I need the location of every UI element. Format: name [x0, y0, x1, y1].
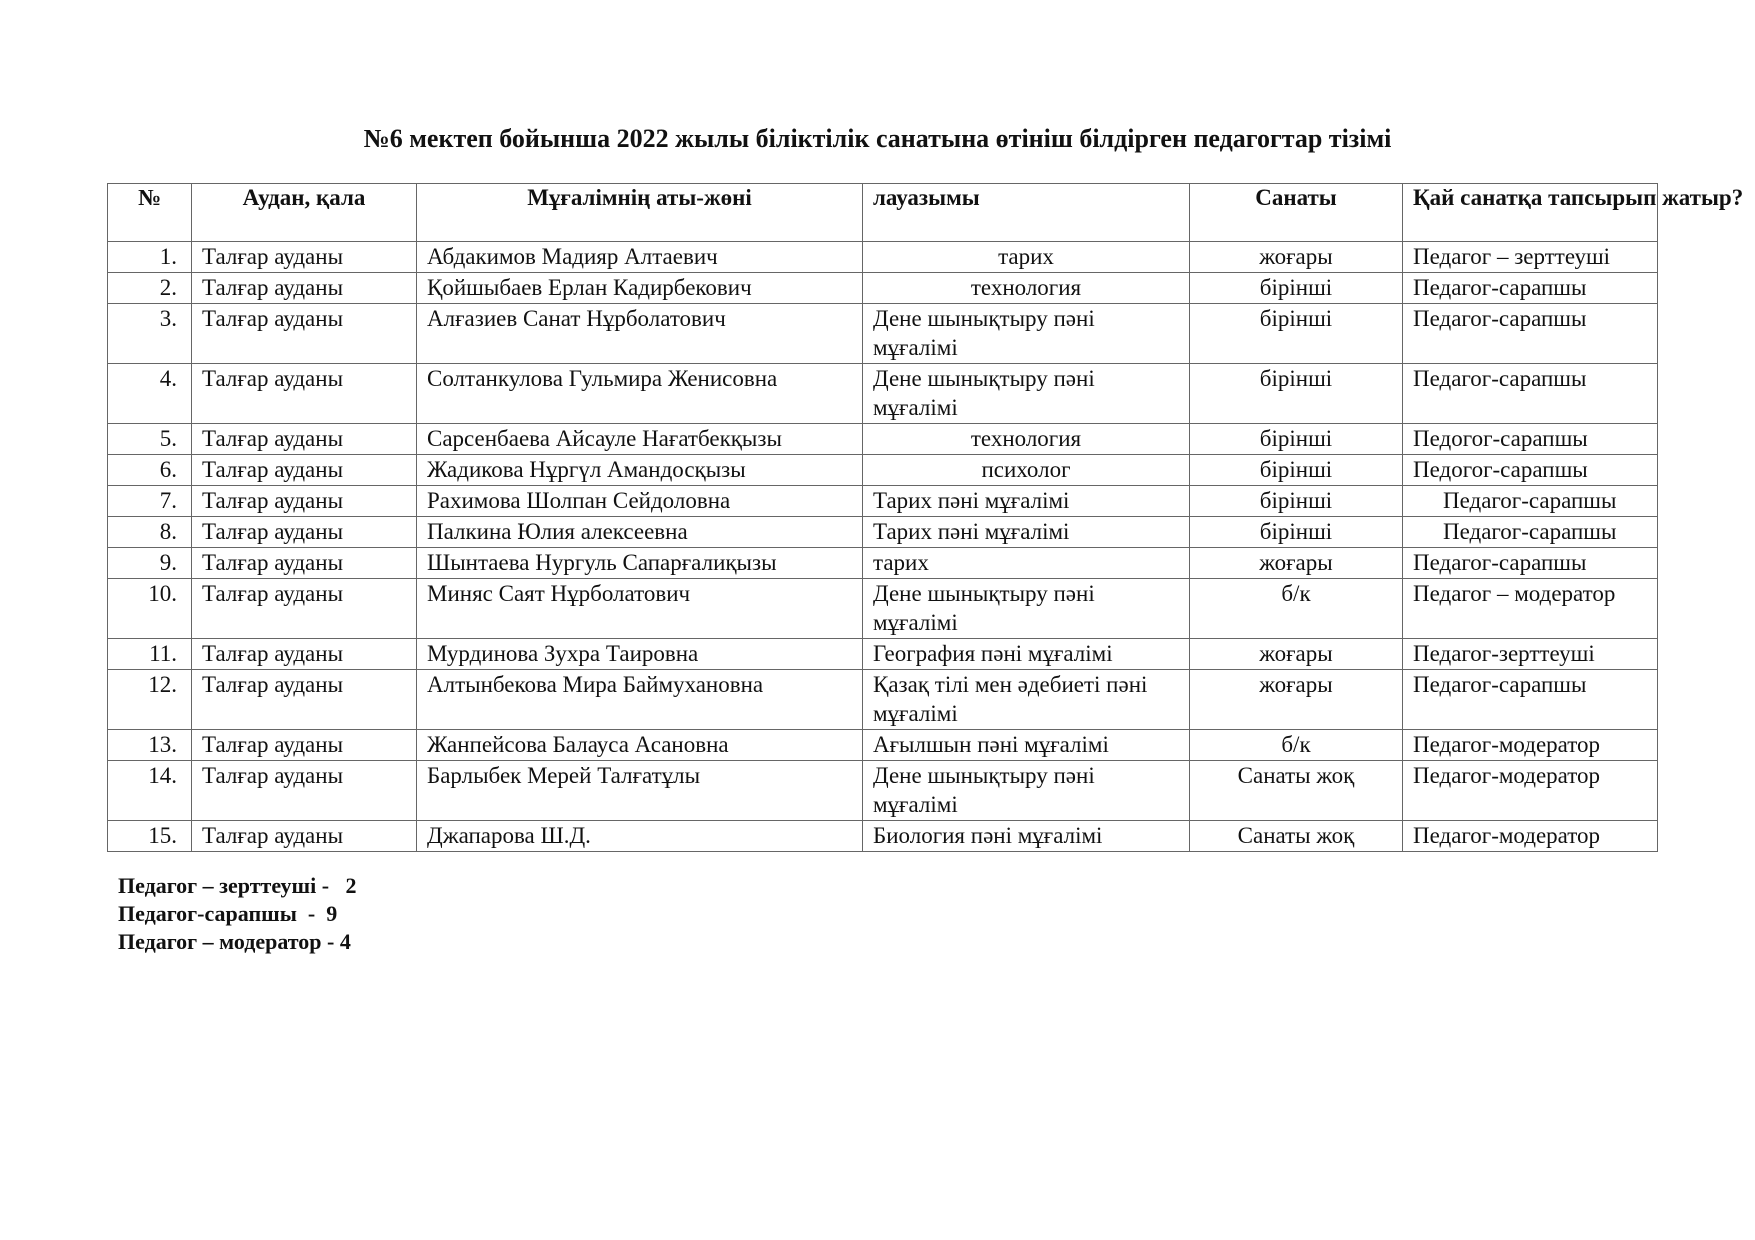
table-row — [108, 761, 1658, 821]
table-row — [108, 821, 1658, 852]
cell-category: бірінші — [1190, 304, 1403, 364]
cell-category: бірінші — [1190, 486, 1403, 517]
cell-number: 2. — [108, 273, 192, 304]
cell-position: Дене шынықтыру пәні мұғалімі — [863, 579, 1190, 639]
cell-target-category: Педагог-сарапшы — [1403, 548, 1658, 579]
cell-number: 11. — [108, 639, 192, 670]
cell-teacher-name: Миняс Саят Нұрболатович — [417, 579, 863, 639]
cell-position: психолог — [863, 455, 1190, 486]
cell-district: Талғар ауданы — [192, 242, 417, 273]
cell-category: бірінші — [1190, 364, 1403, 424]
cell-target-category: Педогог-сарапшы — [1403, 455, 1658, 486]
cell-position: тарих — [863, 548, 1190, 579]
cell-target-category: Педагог-сарапшы — [1403, 670, 1658, 730]
cell-category: жоғары — [1190, 548, 1403, 579]
teachers-table — [107, 183, 1744, 852]
cell-teacher-name: Алғазиев Санат Нұрболатович — [417, 304, 863, 364]
table-row — [108, 579, 1658, 639]
cell-category: бірінші — [1190, 273, 1403, 304]
cell-category: жоғары — [1190, 242, 1403, 273]
summary-expert: Педагог-сарапшы - 9 — [118, 901, 338, 926]
cell-district: Талғар ауданы — [192, 639, 417, 670]
cell-number: 7. — [108, 486, 192, 517]
cell-target-category: Педагог – зерттеуші — [1403, 242, 1658, 273]
cell-district: Талғар ауданы — [192, 761, 417, 821]
cell-position: Ағылшын пәні мұғалімі — [863, 730, 1190, 761]
cell-category: жоғары — [1190, 639, 1403, 670]
cell-teacher-name: Абдакимов Мадияр Алтаевич — [417, 242, 863, 273]
table-header-row — [108, 184, 1658, 242]
cell-teacher-name: Палкина Юлия алексеевна — [417, 517, 863, 548]
header-category: Санаты — [1190, 184, 1403, 242]
summary-moderator: Педагог – модератор - 4 — [118, 929, 351, 954]
cell-number: 10. — [108, 579, 192, 639]
table-row — [108, 304, 1658, 364]
cell-number: 15. — [108, 821, 192, 852]
cell-target-category: Педагог-сарапшы — [1403, 517, 1658, 548]
cell-district: Талғар ауданы — [192, 821, 417, 852]
cell-target-category: Педагог-модератор — [1403, 730, 1658, 761]
header-teacher-name: Мұғалімнің аты-жөні — [417, 184, 863, 242]
table-row — [108, 639, 1658, 670]
cell-number: 12. — [108, 670, 192, 730]
table-row — [108, 730, 1658, 761]
header-number: № — [108, 184, 192, 242]
cell-district: Талғар ауданы — [192, 517, 417, 548]
table-row — [108, 517, 1658, 548]
cell-position: Тарих пәні мұғалімі — [863, 486, 1190, 517]
cell-number: 8. — [108, 517, 192, 548]
cell-teacher-name: Джапарова Ш.Д. — [417, 821, 863, 852]
cell-number: 1. — [108, 242, 192, 273]
cell-category: Санаты жоқ — [1190, 821, 1403, 852]
cell-target-category: Педагог-сарапшы — [1403, 304, 1658, 364]
cell-position: География пәні мұғалімі — [863, 639, 1190, 670]
cell-district: Талғар ауданы — [192, 424, 417, 455]
cell-teacher-name: Барлыбек Мерей Талғатұлы — [417, 761, 863, 821]
cell-number: 9. — [108, 548, 192, 579]
cell-position: Биология пәні мұғалімі — [863, 821, 1190, 852]
cell-target-category: Педагог-зерттеуші — [1403, 639, 1658, 670]
cell-district: Талғар ауданы — [192, 670, 417, 730]
cell-teacher-name: Жанпейсова Балауса Асановна — [417, 730, 863, 761]
cell-teacher-name: Жадикова Нұргүл Амандосқызы — [417, 455, 863, 486]
cell-number: 14. — [108, 761, 192, 821]
cell-teacher-name: Солтанкулова Гульмира Женисовна — [417, 364, 863, 424]
table-row — [108, 424, 1658, 455]
table-row — [108, 486, 1658, 517]
cell-position: тарих — [863, 242, 1190, 273]
cell-teacher-name: Алтынбекова Мира Баймухановна — [417, 670, 863, 730]
table-row — [108, 670, 1658, 730]
cell-target-category: Педагог-сарапшы — [1403, 273, 1658, 304]
document-title: №6 мектеп бойынша 2022 жылы біліктілік санатына өтініш білдірген педагогтар тізімі — [363, 124, 1392, 153]
cell-category: б/к — [1190, 730, 1403, 761]
cell-teacher-name: Шынтаева Нургуль Сапарғалиқызы — [417, 548, 863, 579]
table-row — [108, 548, 1658, 579]
table-row — [108, 242, 1658, 273]
summary — [118, 872, 357, 956]
cell-number: 6. — [108, 455, 192, 486]
cell-category: жоғары — [1190, 670, 1403, 730]
cell-target-category: Педогог-сарапшы — [1403, 424, 1658, 455]
summary-researcher: Педагог – зерттеуші - 2 — [118, 873, 357, 898]
cell-position: Дене шынықтыру пәні мұғалімі — [863, 304, 1190, 364]
cell-teacher-name: Мурдинова Зухра Таировна — [417, 639, 863, 670]
header-position: лауазымы — [863, 184, 1190, 242]
cell-district: Талғар ауданы — [192, 486, 417, 517]
cell-target-category: Педагог – модератор — [1403, 579, 1658, 639]
cell-number: 13. — [108, 730, 192, 761]
header-target-category: Қай санатқа тапсырып жатыр? — [1403, 184, 1658, 242]
table-row — [108, 364, 1658, 424]
cell-category: б/к — [1190, 579, 1403, 639]
cell-position: Қазақ тілі мен әдебиеті пәні мұғалімі — [863, 670, 1190, 730]
cell-teacher-name: Сарсенбаева Айсауле Нағатбекқызы — [417, 424, 863, 455]
header-district: Аудан, қала — [192, 184, 417, 242]
cell-position: Дене шынықтыру пәні мұғалімі — [863, 761, 1190, 821]
cell-position: Тарих пәні мұғалімі — [863, 517, 1190, 548]
cell-position: технология — [863, 424, 1190, 455]
table-row — [108, 273, 1658, 304]
table-row — [108, 455, 1658, 486]
cell-position: Дене шынықтыру пәні мұғалімі — [863, 364, 1190, 424]
cell-district: Талғар ауданы — [192, 730, 417, 761]
cell-target-category: Педагог-сарапшы — [1403, 486, 1658, 517]
cell-category: бірінші — [1190, 455, 1403, 486]
cell-number: 5. — [108, 424, 192, 455]
cell-target-category: Педагог-модератор — [1403, 821, 1658, 852]
cell-district: Талғар ауданы — [192, 455, 417, 486]
cell-category: бірінші — [1190, 424, 1403, 455]
cell-position: технология — [863, 273, 1190, 304]
cell-target-category: Педагог-сарапшы — [1403, 364, 1658, 424]
cell-number: 4. — [108, 364, 192, 424]
cell-category: Санаты жоқ — [1190, 761, 1403, 821]
cell-target-category: Педагог-модератор — [1403, 761, 1658, 821]
cell-number: 3. — [108, 304, 192, 364]
cell-category: бірінші — [1190, 517, 1403, 548]
cell-district: Талғар ауданы — [192, 273, 417, 304]
cell-district: Талғар ауданы — [192, 304, 417, 364]
cell-teacher-name: Қойшыбаев Ерлан Кадирбекович — [417, 273, 863, 304]
cell-district: Талғар ауданы — [192, 579, 417, 639]
cell-district: Талғар ауданы — [192, 548, 417, 579]
cell-district: Талғар ауданы — [192, 364, 417, 424]
cell-teacher-name: Рахимова Шолпан Сейдоловна — [417, 486, 863, 517]
